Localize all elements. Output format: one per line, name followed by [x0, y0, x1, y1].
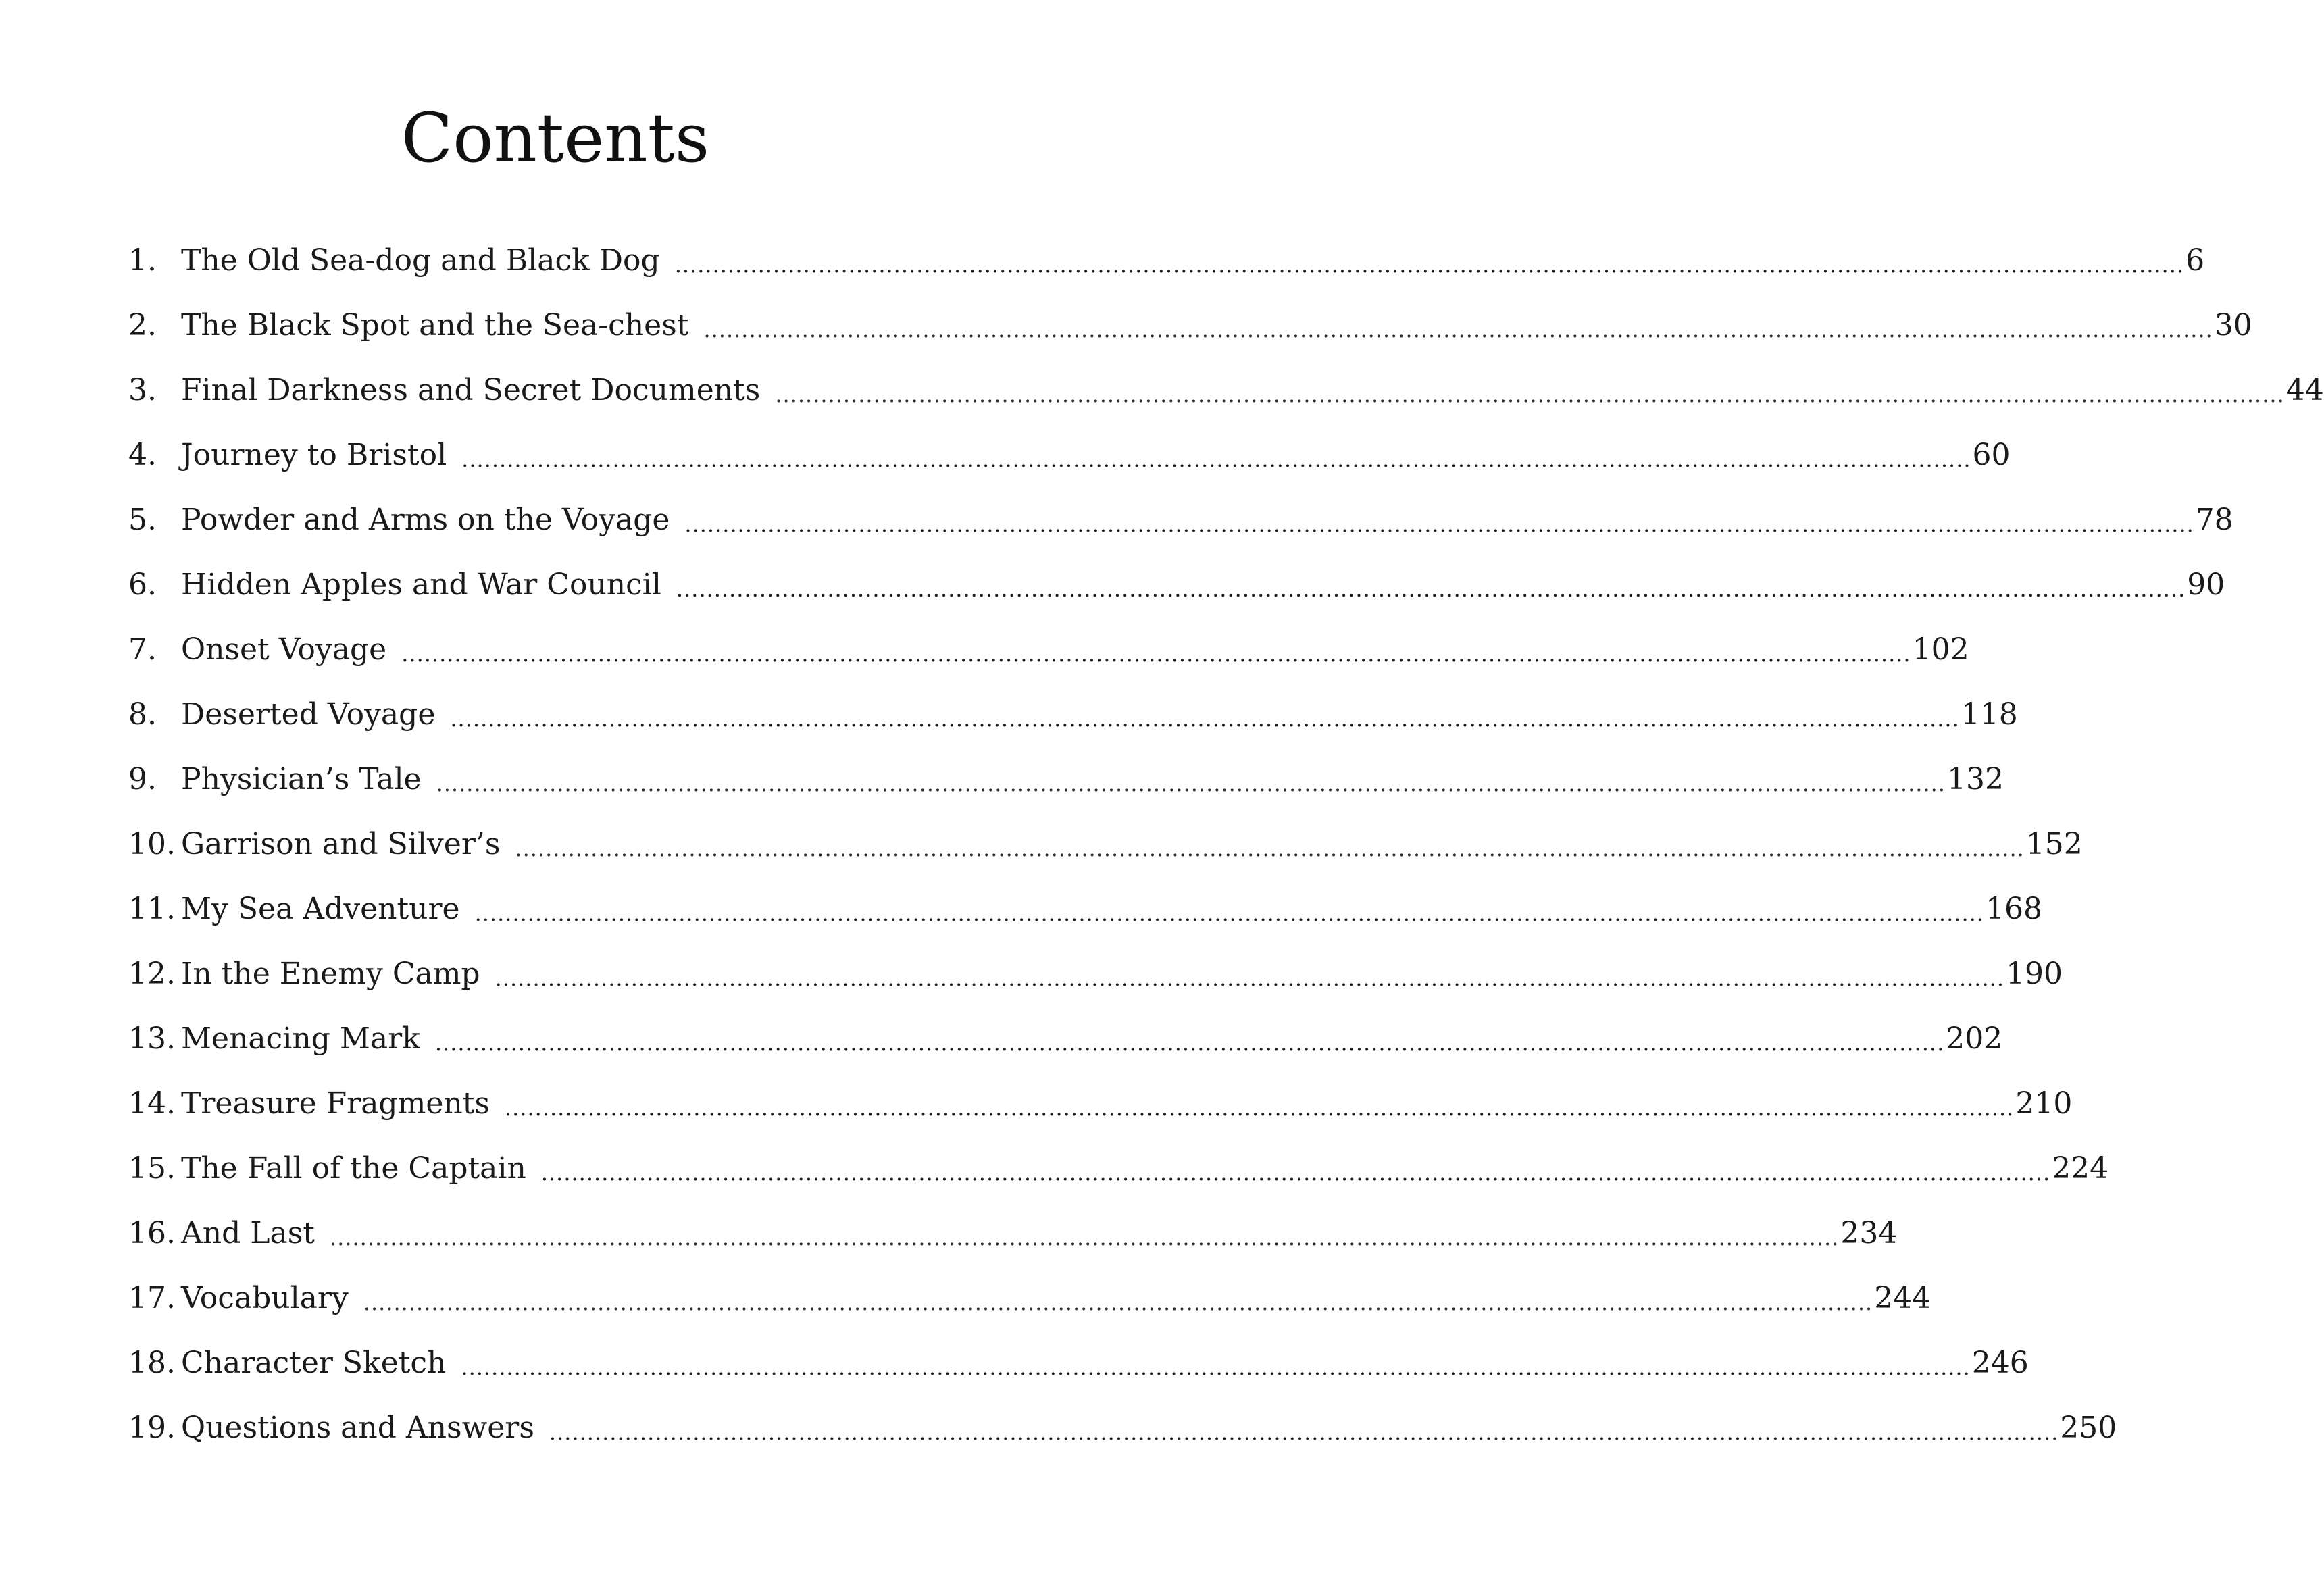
toc-entry-title: The Old Sea-dog and Black Dog [181, 243, 660, 278]
toc-entry-number: 13. [128, 1021, 176, 1056]
toc-dot-leader: ........................................................................................................................................................................................................ [363, 1290, 1873, 1315]
toc-entry-page-number: 202 [1946, 1021, 2003, 1056]
toc-entry-number: 6. [128, 567, 157, 602]
toc-entry[interactable] [128, 1331, 2029, 1396]
toc-entry-title: Journey to Bristol [181, 438, 447, 472]
toc-dot-leader: ........................................................................................................................................................................................................ [515, 836, 2025, 861]
toc-entry-number: 15. [128, 1151, 176, 1186]
toc-entry-page-number: 246 [1971, 1346, 2029, 1380]
toc-entry[interactable] [128, 228, 2205, 293]
toc-entry-title: The Black Spot and the Sea-chest [181, 308, 689, 343]
toc-entry-page-number: 60 [1972, 438, 2011, 472]
toc-dot-leader: ........................................................................................................................................................................................................ [436, 771, 1946, 796]
toc-entry-page-number: 44 [2285, 373, 2324, 407]
toc-entry-title: And Last [181, 1216, 315, 1250]
toc-dot-leader: ........................................................................................................................................................................................................ [461, 447, 1971, 472]
toc-dot-leader: ........................................................................................................................................................................................................ [495, 965, 2004, 991]
toc-dot-leader: ........................................................................................................................................................................................................ [434, 1030, 1945, 1056]
toc-entry-number: 3. [128, 373, 157, 407]
toc-entry[interactable] [128, 747, 2004, 812]
toc-entry-number: 8. [128, 697, 157, 732]
toc-entry-title: Deserted Voyage [181, 697, 436, 732]
toc-entry-title: Onset Voyage [181, 632, 387, 667]
toc-entry-number: 2. [128, 308, 157, 343]
toc-entry-page-number: 234 [1840, 1216, 1898, 1250]
toc-entry-number: 17. [128, 1281, 176, 1315]
toc-dot-leader: ........................................................................................................................................................................................................ [674, 252, 2185, 278]
toc-dot-leader: ........................................................................................................................................................................................................ [676, 576, 2186, 602]
toc-entry-title: Final Darkness and Secret Documents [181, 373, 761, 407]
toc-entry-page-number: 132 [1946, 762, 2004, 796]
toc-entry[interactable] [128, 877, 2042, 942]
toc-entry-title: My Sea Adventure [181, 892, 460, 926]
toc-entry-title: Garrison and Silver’s [181, 827, 501, 861]
page-title: Contents [401, 99, 710, 178]
toc-entry-page-number: 224 [2052, 1151, 2109, 1186]
toc-dot-leader: ........................................................................................................................................................................................................ [401, 641, 1911, 667]
toc-entry-number: 16. [128, 1216, 176, 1250]
toc-entry[interactable] [128, 812, 2083, 877]
toc-entry-page-number: 78 [2195, 503, 2233, 537]
toc-entry-number: 7. [128, 632, 157, 667]
toc-entry-number: 5. [128, 503, 157, 537]
toc-entry-title: The Fall of the Captain [181, 1151, 526, 1186]
toc-entry-number: 18. [128, 1346, 176, 1380]
toc-dot-leader: ........................................................................................................................................................................................................ [540, 1160, 2051, 1186]
toc-entry-page-number: 118 [1961, 697, 2018, 732]
toc-entry[interactable] [128, 293, 2252, 358]
toc-dot-leader: ........................................................................................................................................................................................................ [461, 1354, 1971, 1380]
toc-entry-title: Powder and Arms on the Voyage [181, 503, 670, 537]
toc-entry-title: Menacing Mark [181, 1021, 420, 1056]
toc-entry[interactable] [128, 1007, 2003, 1071]
toc-entry-page-number: 102 [1912, 632, 1969, 667]
toc-dot-leader: ........................................................................................................................................................................................................ [504, 1095, 2015, 1121]
toc-entry-title: Character Sketch [181, 1346, 447, 1380]
toc-entry-title: Treasure Fragments [181, 1086, 490, 1121]
toc-entry[interactable] [128, 553, 2225, 617]
toc-entry[interactable] [128, 1266, 1931, 1331]
toc-entry-number: 4. [128, 438, 157, 472]
toc-entry-page-number: 30 [2214, 308, 2252, 343]
toc-entry-page-number: 152 [2025, 827, 2083, 861]
toc-entry-title: Vocabulary [181, 1281, 349, 1315]
toc-entry[interactable] [128, 423, 2011, 488]
table-of-contents [128, 228, 2324, 1461]
toc-entry-number: 12. [128, 957, 176, 991]
toc-entry[interactable] [128, 682, 2018, 747]
toc-dot-leader: ........................................................................................................................................................................................................ [549, 1419, 2059, 1445]
toc-entry-number: 9. [128, 762, 157, 796]
toc-entry-title: Hidden Apples and War Council [181, 567, 661, 602]
toc-dot-leader: ........................................................................................................................................................................................................ [329, 1225, 1840, 1250]
toc-entry-page-number: 168 [1985, 892, 2042, 926]
toc-dot-leader: ........................................................................................................................................................................................................ [775, 382, 2285, 407]
toc-entry[interactable] [128, 1201, 1898, 1266]
toc-entry-page-number: 190 [2005, 957, 2063, 991]
toc-entry-page-number: 6 [2186, 243, 2205, 278]
toc-dot-leader: ........................................................................................................................................................................................................ [684, 511, 2194, 537]
toc-entry-number: 14. [128, 1086, 176, 1121]
toc-entry-page-number: 244 [1874, 1281, 1931, 1315]
toc-entry-title: Physician’s Tale [181, 762, 422, 796]
toc-entry-title: In the Enemy Camp [181, 957, 480, 991]
toc-entry[interactable] [128, 1136, 2109, 1201]
toc-entry[interactable] [128, 358, 2324, 423]
toc-entry-title: Questions and Answers [181, 1411, 534, 1445]
toc-dot-leader: ........................................................................................................................................................................................................ [450, 706, 1960, 732]
toc-entry[interactable] [128, 617, 1969, 682]
toc-entry-number: 1. [128, 243, 157, 278]
toc-entry[interactable] [128, 1396, 2117, 1461]
toc-dot-leader: ........................................................................................................................................................................................................ [703, 317, 2213, 343]
toc-entry-number: 10. [128, 827, 176, 861]
toc-dot-leader: ........................................................................................................................................................................................................ [474, 901, 1984, 926]
toc-entry-number: 19. [128, 1411, 176, 1445]
toc-entry-page-number: 250 [2060, 1411, 2117, 1445]
toc-entry-page-number: 90 [2187, 567, 2225, 602]
toc-entry[interactable] [128, 942, 2063, 1007]
toc-entry-page-number: 210 [2015, 1086, 2073, 1121]
toc-entry[interactable] [128, 1071, 2073, 1136]
toc-entry[interactable] [128, 488, 2233, 553]
toc-entry-number: 11. [128, 892, 176, 926]
